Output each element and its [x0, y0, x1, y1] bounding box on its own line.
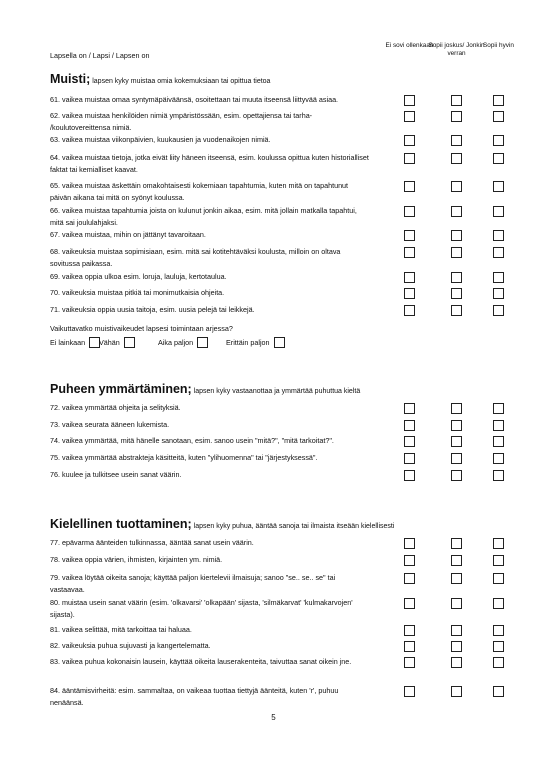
answer-checkbox[interactable]: [404, 181, 415, 192]
answer-checkbox[interactable]: [451, 573, 462, 584]
answer-checkbox[interactable]: [493, 555, 504, 566]
answer-checkbox[interactable]: [404, 153, 415, 164]
answer-checkbox[interactable]: [451, 230, 462, 241]
answer-checkbox[interactable]: [451, 305, 462, 316]
answer-checkbox[interactable]: [404, 247, 415, 258]
answer-checkbox[interactable]: [493, 206, 504, 217]
impact-question: Vaikuttavatko muistivaikeudet lapsesi toimintaan arjessa?: [50, 324, 233, 333]
question-item: 69. vaikea oppia ulkoa esim. loruja, lauluja, kertotaulua.: [50, 272, 227, 281]
answer-checkbox[interactable]: [493, 230, 504, 241]
answer-checkbox[interactable]: [451, 135, 462, 146]
answer-checkbox[interactable]: [404, 573, 415, 584]
section-title: Kielellinen tuottaminen;: [50, 517, 192, 531]
answer-checkbox[interactable]: [451, 95, 462, 106]
question-item: 82. vaikeuksia puhua sujuvasti ja kangertelematta.: [50, 641, 211, 650]
answer-checkbox[interactable]: [404, 135, 415, 146]
section-heading: [50, 382, 360, 396]
answer-checkbox[interactable]: [404, 288, 415, 299]
column-header-3: Sopii hyvin: [483, 42, 514, 49]
question-item: 63. vaikea muistaa viikonpäivien, kuukausien ja vuodenaikojen nimiä.: [50, 135, 271, 144]
answer-checkbox[interactable]: [493, 111, 504, 122]
question-item: 81. vaikea selittää, mitä tarkoittaa tai haluaa.: [50, 625, 192, 634]
section-heading: [50, 517, 394, 531]
answer-checkbox[interactable]: [404, 555, 415, 566]
question-item: 79. vaikea löytää oikeita sanoja; käyttää paljon kiertelevii ilmaisuja; sanoo "se.. se.. se" tai vastaavaa.: [50, 573, 336, 594]
answer-checkbox[interactable]: [404, 272, 415, 283]
answer-checkbox[interactable]: [404, 305, 415, 316]
answer-checkbox[interactable]: [493, 538, 504, 549]
answer-checkbox[interactable]: [404, 230, 415, 241]
answer-checkbox[interactable]: [404, 470, 415, 481]
section-description: lapsen kyky vastaanottaa ja ymmärtää puhuttua kieltä: [193, 388, 361, 395]
answer-checkbox[interactable]: [404, 403, 415, 414]
impact-option[interactable]: [50, 337, 100, 348]
answer-checkbox[interactable]: [451, 436, 462, 447]
question-item: 80. muistaa usein sanat väärin (esim. 'olkavarsi' 'olkapään' sijasta, 'silmäkarvat' 'kulmakarvojen' sijasta).: [50, 598, 353, 619]
question-item: 64. vaikea muistaa tietoja, jotka eivät liity häneen itseensä, esim. koulussa opittua kuten historialliset faktat tai kemialliset kaavat.: [50, 153, 369, 174]
impact-option-label: Erittäin paljon: [226, 338, 270, 347]
question-item: 61. vaikea muistaa omaa syntymäpäiväänsä, osoitettaan tai muuta itseensä liittyvää asiaa.: [50, 95, 339, 104]
answer-checkbox[interactable]: [404, 420, 415, 431]
answer-checkbox[interactable]: [451, 288, 462, 299]
question-item: 62. vaikea muistaa henkilöiden nimiä ympäristössään, esim. opettajiensa tai tarha- /koulutovereittensa nimiä.: [50, 111, 313, 132]
answer-checkbox[interactable]: [451, 470, 462, 481]
column-header-1: Ei sovi ollenkaan: [385, 42, 434, 49]
answer-checkbox[interactable]: [493, 470, 504, 481]
impact-option[interactable]: [99, 337, 135, 348]
question-item: 77. epävarma äänteiden tulkinnassa, ääntää sanat usein väärin.: [50, 538, 254, 547]
answer-checkbox[interactable]: [404, 436, 415, 447]
answer-checkbox[interactable]: [404, 206, 415, 217]
answer-checkbox[interactable]: [451, 657, 462, 668]
section-description: lapsen kyky muistaa omia kokemuksiaan tai opittua tietoa: [92, 78, 271, 85]
answer-checkbox[interactable]: [493, 598, 504, 609]
answer-checkbox[interactable]: [451, 181, 462, 192]
answer-checkbox[interactable]: [451, 686, 462, 697]
answer-checkbox[interactable]: [493, 95, 504, 106]
answer-checkbox[interactable]: [493, 272, 504, 283]
answer-checkbox[interactable]: [404, 95, 415, 106]
answer-checkbox[interactable]: [493, 436, 504, 447]
answer-checkbox[interactable]: [493, 686, 504, 697]
question-item: 72. vaikea ymmärtää ohjeita ja selityksiä.: [50, 403, 181, 412]
answer-checkbox[interactable]: [451, 153, 462, 164]
answer-checkbox[interactable]: [404, 453, 415, 464]
question-item: 66. vaikea muistaa tapahtumia joista on kulunut jonkin aikaa, esim. mitä jollain matkalla tapahtui, mitä sai joululahjaksi.: [50, 206, 357, 227]
answer-checkbox[interactable]: [451, 420, 462, 431]
question-item: 76. kuulee ja tulkitsee usein sanat väärin.: [50, 470, 182, 479]
column-header-2: Sopii joskus/ Jonkin verran: [428, 42, 485, 57]
question-item: 68. vaikeuksia muistaa sopimisiaan, esim. mitä sai kotitehtäväksi koulusta, milloin on oltava sovitussa paikassa.: [50, 247, 341, 268]
answer-checkbox[interactable]: [404, 625, 415, 636]
answer-checkbox[interactable]: [451, 247, 462, 258]
answer-checkbox[interactable]: [493, 288, 504, 299]
answer-checkbox[interactable]: [404, 598, 415, 609]
impact-option-checkbox[interactable]: [124, 337, 135, 348]
section-heading: [50, 72, 270, 86]
answer-checkbox[interactable]: [451, 625, 462, 636]
answer-checkbox[interactable]: [451, 453, 462, 464]
answer-checkbox[interactable]: [493, 625, 504, 636]
question-item: 83. vaikea puhua kokonaisin lausein, käyttää oikeita lauserakenteita, taivuttaa sanat oikein jne.: [50, 657, 352, 666]
answer-checkbox[interactable]: [493, 305, 504, 316]
answer-checkbox[interactable]: [493, 573, 504, 584]
question-item: 75. vaikea ymmärtää abstrakteja käsitteitä, kuten "ylihuomenna" tai "järjestyksessä".: [50, 453, 318, 462]
question-item: 74. vaikea ymmärtää, mitä hänelle sanotaan, esim. sanoo usein "mitä?", "mitä tarkoitat?".: [50, 436, 334, 445]
answer-checkbox[interactable]: [451, 111, 462, 122]
answer-checkbox[interactable]: [451, 403, 462, 414]
answer-checkbox[interactable]: [451, 555, 462, 566]
impact-option-checkbox[interactable]: [274, 337, 285, 348]
impact-option-checkbox[interactable]: [197, 337, 208, 348]
section-title: Muisti;: [50, 72, 91, 86]
answer-checkbox[interactable]: [451, 598, 462, 609]
answer-checkbox[interactable]: [493, 153, 504, 164]
answer-checkbox[interactable]: [493, 641, 504, 652]
answer-checkbox[interactable]: [404, 641, 415, 652]
answer-checkbox[interactable]: [493, 181, 504, 192]
answer-checkbox[interactable]: [493, 420, 504, 431]
impact-option-label: Ei lainkaan: [50, 338, 86, 347]
answer-checkbox[interactable]: [451, 272, 462, 283]
question-item: 65. vaikea muistaa äskettäin omakohtaisesti kokemiaan tapahtumia, kuten mitä on tapahtunut päivän aikana tai mitä on syönyt koulussa.: [50, 181, 349, 202]
header-label: Lapsella on / Lapsi / Lapsen on: [50, 51, 150, 60]
answer-checkbox[interactable]: [493, 657, 504, 668]
section-description: lapsen kyky puhua, ääntää sanoja tai ilmaista itseään kielellisesti: [193, 523, 395, 530]
answer-checkbox[interactable]: [493, 403, 504, 414]
answer-checkbox[interactable]: [451, 641, 462, 652]
answer-checkbox[interactable]: [404, 111, 415, 122]
page-number: 5: [271, 713, 276, 722]
answer-checkbox[interactable]: [404, 657, 415, 668]
answer-checkbox[interactable]: [493, 135, 504, 146]
impact-option-label: Aika paljon: [158, 338, 194, 347]
answer-checkbox[interactable]: [404, 538, 415, 549]
question-item: 71. vaikeuksia oppia uusia taitoja, esim. uusia pelejä tai leikkejä.: [50, 305, 255, 314]
question-item: 73. vaikea seurata ääneen lukemista.: [50, 420, 170, 429]
question-item: 67. vaikea muistaa, mihin on jättänyt tavaroitaan.: [50, 230, 206, 239]
section-title: Puheen ymmärtäminen;: [50, 382, 192, 396]
question-item: 70. vaikeuksia muistaa pitkiä tai monimutkaisia ohjeita.: [50, 288, 225, 297]
impact-option[interactable]: [226, 337, 285, 348]
answer-checkbox[interactable]: [404, 686, 415, 697]
question-item: 84. ääntämisvirheitä: esim. sammaltaa, on vaikeaa tuottaa tiettyjä äänteitä, kuten 'r', puhuu nenäänsä.: [50, 686, 339, 707]
answer-checkbox[interactable]: [493, 453, 504, 464]
impact-option[interactable]: [158, 337, 208, 348]
impact-option-label: Vähän: [99, 338, 120, 347]
answer-checkbox[interactable]: [451, 538, 462, 549]
answer-checkbox[interactable]: [451, 206, 462, 217]
answer-checkbox[interactable]: [493, 247, 504, 258]
question-item: 78. vaikea oppia värien, ihmisten, kirjainten ym. nimiä.: [50, 555, 223, 564]
